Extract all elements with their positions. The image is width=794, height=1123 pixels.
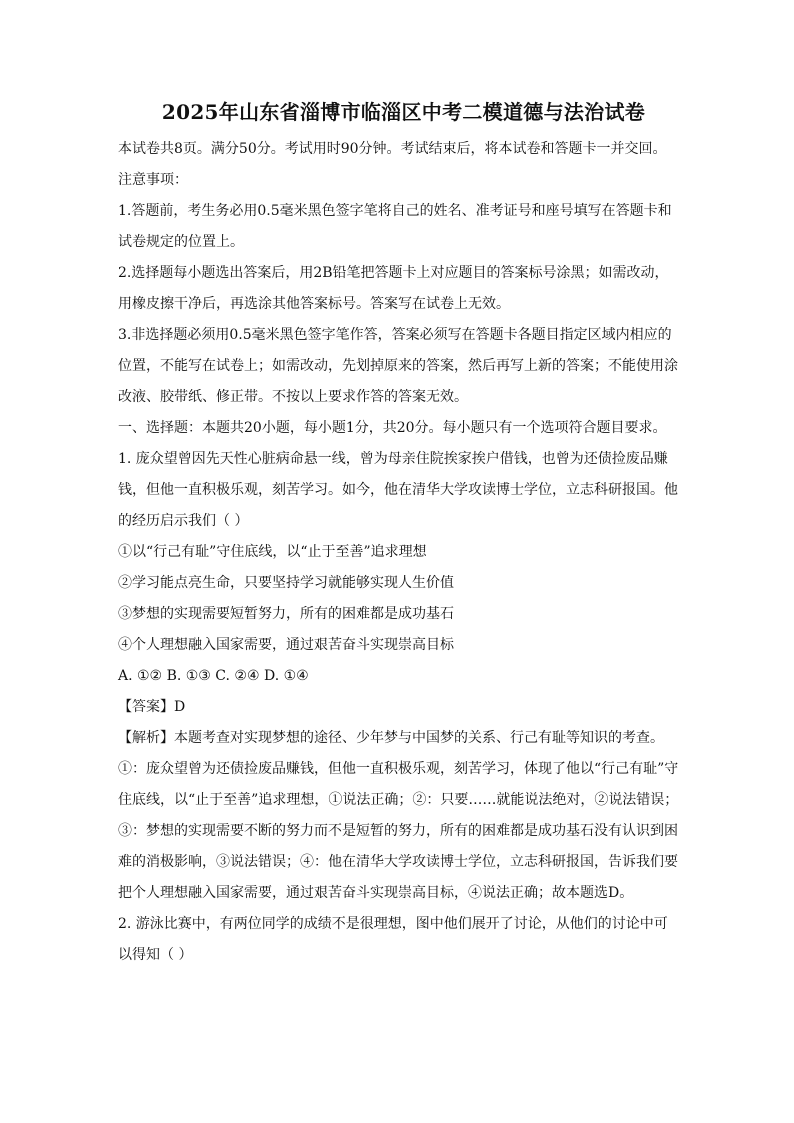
section-heading: 一、选择题：本题共20小题，每小题1分，共20分。每小题只有一个选项符合题目要求。 (118, 420, 667, 436)
question-1-line-2: 钱，但他一直积极乐观，刻苦学习。如今，他在清华大学攻读博士学位，立志科研报国。他 (118, 482, 678, 498)
notice-heading: 注意事项： (118, 172, 188, 188)
analysis-line-5: 难的消极影响，③说法错误；④：他在清华大学攻读博士学位，立志科研报国，告诉我们要 (118, 854, 678, 870)
question-1-choices: A. ①② B. ①③ C. ②④ D. ①④ (118, 668, 309, 684)
question-1-option-3: ③梦想的实现需要短暂努力，所有的困难都是成功基石 (118, 606, 454, 622)
analysis-line-2: ①：庞众望曾为还债捡废品赚钱，但他一直积极乐观，刻苦学习，体现了他以“行己有耻”守 (118, 761, 679, 777)
question-1-line-1: 1. 庞众望曾因先天性心脏病命悬一线，曾为母亲住院挨家挨户借钱，也曾为还债捡废品赚 (118, 451, 668, 467)
notice-item-3-line-2: 位置，不能写在试卷上；如需改动，先划掉原来的答案，然后再写上新的答案；不能使用涂 (118, 358, 678, 374)
question-2-line-1: 2. 游泳比赛中，有两位同学的成绩不是很理想，图中他们展开了讨论，从他们的讨论中可 (118, 916, 668, 932)
question-1-option-2: ②学习能点亮生命，只要坚持学习就能够实现人生价值 (118, 575, 454, 591)
question-1-option-4: ④个人理想融入国家需要，通过艰苦奋斗实现崇高目标 (118, 637, 454, 653)
analysis-line-1: 【解析】本题考查对实现梦想的途径、少年梦与中国梦的关系、行己有耻等知识的考查。 (118, 730, 664, 746)
notice-item-3-line-3: 改液、胶带纸、修正带。不按以上要求作答的答案无效。 (118, 389, 468, 405)
notice-item-2-line-2: 用橡皮擦干净后，再选涂其他答案标号。答案写在试卷上无效。 (118, 296, 510, 312)
answer-line: 【答案】D (118, 699, 186, 715)
document-title: 2025年山东省淄博市临淄区中考二模道德与法治试卷 (161, 100, 646, 124)
notice-item-2-line-1: 2.选择题每小题选出答案后，用2B铅笔把答题卡上对应题目的答案标号涂黑；如需改动， (118, 265, 669, 281)
notice-item-3-line-1: 3.非选择题必须用0.5毫米黑色签字笔作答，答案必须写在答题卡各题目指定区域内相应的 (118, 327, 672, 343)
analysis-line-3: 住底线，以“止于至善”追求理想，①说法正确；②：只要……就能说法绝对，②说法错误； (118, 792, 679, 808)
question-1-option-1: ①以“行己有耻”守住底线，以“止于至善”追求理想 (118, 544, 427, 560)
notice-item-1-line-2: 试卷规定的位置上。 (118, 234, 244, 250)
analysis-line-4: ③：梦想的实现需要不断的努力而不是短暂的努力，所有的困难都是成功基石没有认识到困 (118, 823, 678, 839)
question-2-line-2: 以得知（ ） (118, 947, 193, 963)
analysis-line-6: 把个人理想融入国家需要，通过艰苦奋斗实现崇高目标，④说法正确；故本题选D。 (118, 885, 634, 901)
notice-item-1-line-1: 1.答题前，考生务必用0.5毫米黑色签字笔将自己的姓名、准考证号和座号填写在答题卡和 (118, 203, 672, 219)
exam-info-line: 本试卷共8页。满分50分。考试用时90分钟。考试结束后，将本试卷和答题卡一并交回。 (118, 141, 667, 157)
question-1-line-3: 的经历启示我们（ ） (118, 513, 249, 529)
